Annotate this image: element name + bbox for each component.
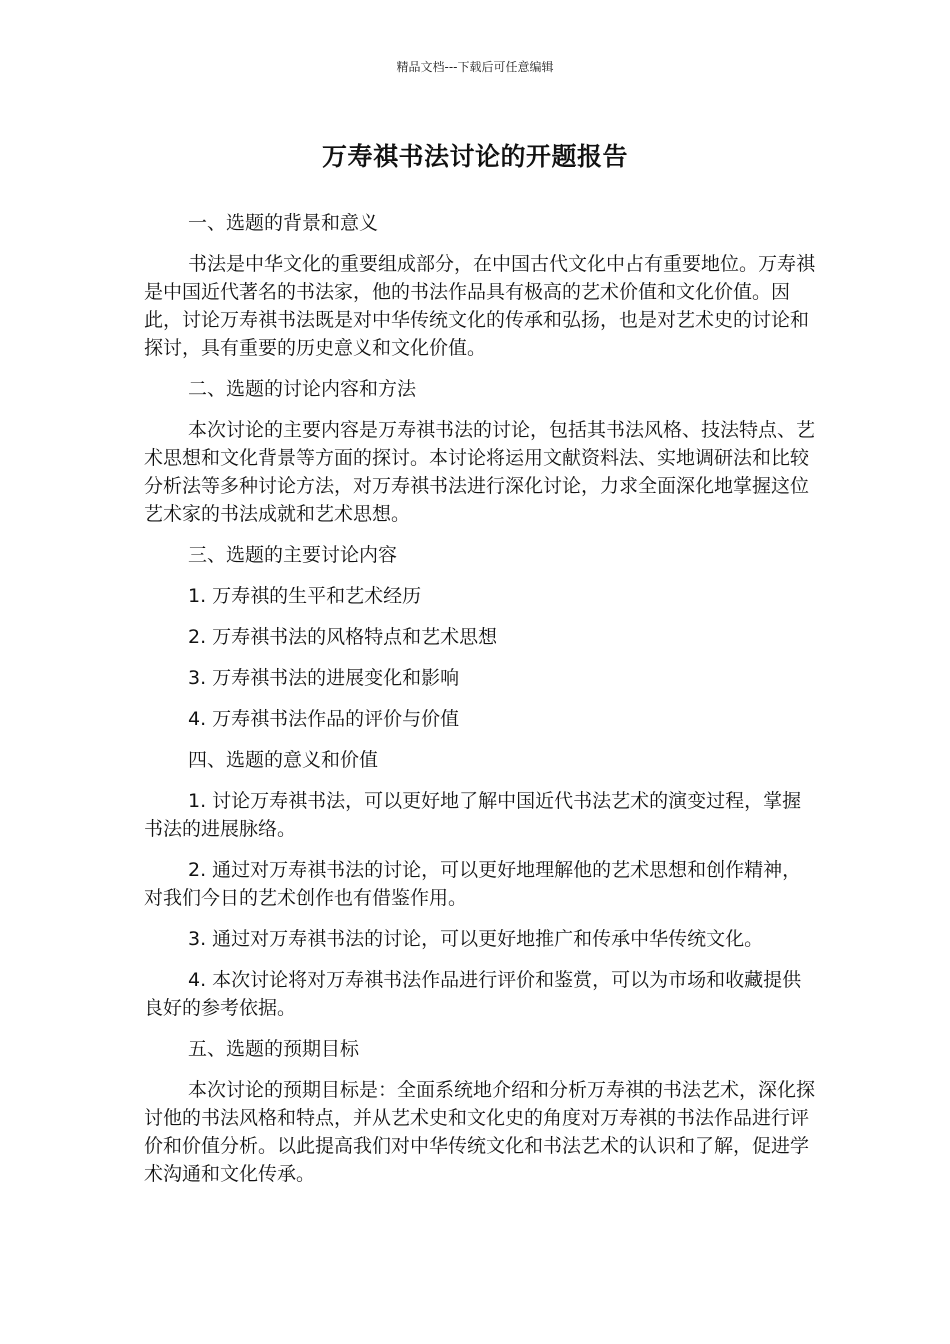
header-note: 精品文档---下载后可任意编辑 [396,60,554,74]
list-item: 2. 通过对万寿祺书法的讨论，可以更好地理解他的艺术思想和创作精神，对我们今日的艺术创作也有借鉴作用。 [144,859,802,909]
document-body [144,209,816,1201]
list-item: 1. 讨论万寿祺书法，可以更好地了解中国近代书法艺术的演变过程，掌握书法的进展脉络。 [144,790,802,840]
section-heading-main-content: 三、选题的主要讨论内容 [188,544,398,566]
list-item: 4. 本次讨论将对万寿祺书法作品进行评价和鉴赏，可以为市场和收藏提供良好的参考依据。 [144,969,802,1019]
list-item: 3. 万寿祺书法的进展变化和影响 [188,667,460,689]
list-item: 3. 通过对万寿祺书法的讨论，可以更好地推广和传承中华传统文化。 [188,928,764,950]
section-heading-content-method: 二、选题的讨论内容和方法 [188,378,417,400]
list-item: 4. 万寿祺书法作品的评价与价值 [188,708,460,730]
paragraph-background: 书法是中华文化的重要组成部分，在中国古代文化中占有重要地位。万寿祺是中国近代著名的书法家，他的书法作品具有极高的艺术价值和文化价值。因此，讨论万寿祺书法既是对中华传统文化的传承和弘扬，也是对艺术史的讨论和探讨，具有重要的历史意义和文化价值。 [144,253,816,359]
section-heading-significance: 四、选题的意义和价值 [188,749,379,771]
section-heading-goals: 五、选题的预期目标 [188,1038,360,1060]
list-item: 1. 万寿祺的生平和艺术经历 [188,585,422,607]
document-title: 万寿祺书法讨论的开题报告 [321,142,628,171]
paragraph-content-method: 本次讨论的主要内容是万寿祺书法的讨论，包括其书法风格、技法特点、艺术思想和文化背景等方面的探讨。本讨论将运用文献资料法、实地调研法和比较分析法等多种讨论方法，对万寿祺书法进行深化讨论，力求全面深化地掌握这位艺术家的书法成就和艺术思想。 [144,419,816,525]
paragraph-goals: 本次讨论的预期目标是：全面系统地介绍和分析万寿祺的书法艺术，深化探讨他的书法风格和特点，并从艺术史和文化史的角度对万寿祺的书法作品进行评价和价值分析。以此提高我们对中华传统文化和书法艺术的认识和了解，促进学术沟通和文化传承。 [144,1079,816,1185]
list-item: 2. 万寿祺书法的风格特点和艺术思想 [188,626,498,648]
section-heading-background: 一、选题的背景和意义 [188,212,379,234]
